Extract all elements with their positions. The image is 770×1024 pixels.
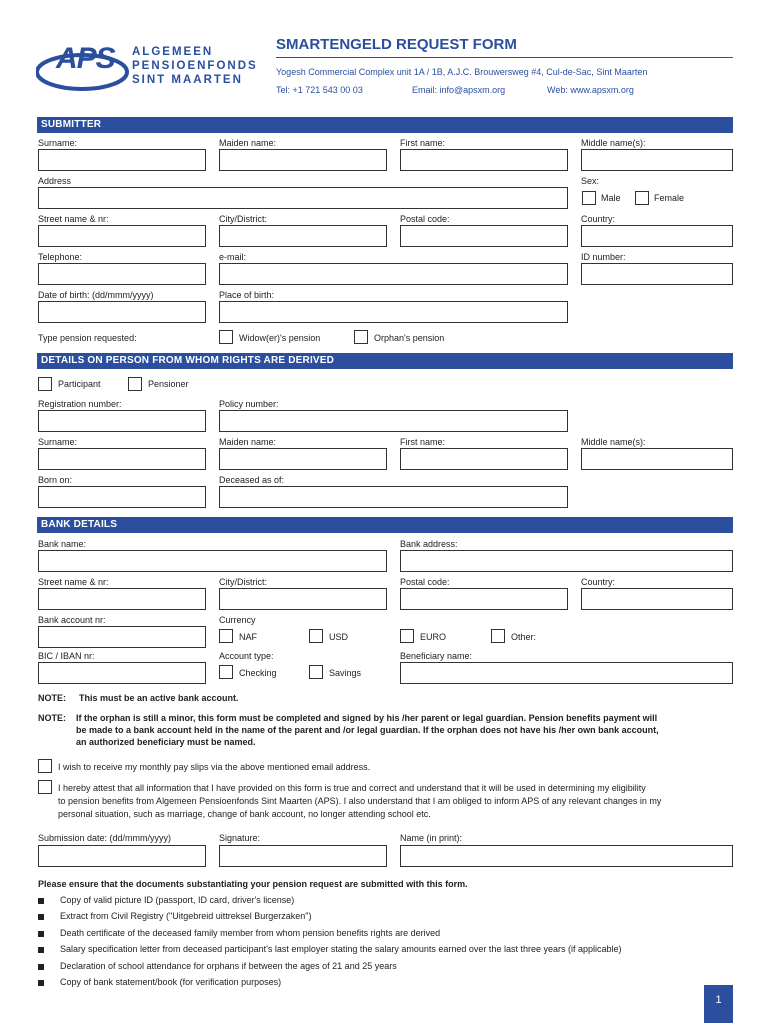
submitter-postal-label: Postal code: bbox=[400, 214, 450, 224]
sex-female-checkbox[interactable] bbox=[635, 191, 649, 205]
name-print-label: Name (in print): bbox=[400, 833, 463, 843]
attest-checkbox[interactable] bbox=[38, 780, 52, 794]
form-title: SMARTENGELD REQUEST FORM bbox=[276, 36, 517, 53]
title-rule bbox=[276, 57, 733, 58]
account-type-label: Account type: bbox=[219, 651, 274, 661]
submitter-middle-label: Middle name(s): bbox=[581, 138, 646, 148]
document-item: Declaration of school attendance for orphans if between the ages of 21 and 25 years bbox=[60, 961, 397, 971]
orphan-pension-label: Orphan's pension bbox=[374, 333, 445, 343]
logo-line-2: PENSIOENFONDS bbox=[132, 60, 258, 72]
bullet-icon bbox=[38, 947, 44, 953]
account-nr-input[interactable] bbox=[38, 626, 206, 648]
bic-iban-label: BIC / IBAN nr: bbox=[38, 651, 95, 661]
orphan-pension-checkbox[interactable] bbox=[354, 330, 368, 344]
logo-mark: APS bbox=[56, 42, 115, 75]
deceased-surname-input[interactable] bbox=[38, 448, 206, 470]
submitter-country-label: Country: bbox=[581, 214, 616, 224]
submitter-heading: SUBMITTER bbox=[37, 117, 733, 133]
note-2-line-1: If the orphan is still a minor, this form must be completed and signed by his /her parent or legal guardian. Pension benefits payment will bbox=[76, 713, 658, 723]
deceased-as-of-label: Deceased as of: bbox=[219, 475, 285, 485]
submission-date-label: Submission date: (dd/mmm/yyyy) bbox=[38, 833, 172, 843]
submitter-first-label: First name: bbox=[400, 138, 446, 148]
currency-other-checkbox[interactable] bbox=[491, 629, 505, 643]
bullet-icon bbox=[38, 898, 44, 904]
deceased-middle-label: Middle name(s): bbox=[581, 437, 646, 447]
attest-line-1: I hereby attest that all information that I have provided on this form is true and correct and understand that it will be used in determining my eligibility bbox=[58, 783, 646, 793]
note-1-text: This must be an active bank account. bbox=[79, 693, 239, 703]
bank-city-input[interactable] bbox=[219, 588, 387, 610]
submitter-middle-input[interactable] bbox=[581, 149, 733, 171]
widow-pension-checkbox[interactable] bbox=[219, 330, 233, 344]
document-item: Salary specification letter from deceased participant's last employer stating the salary amounts earned over the last three years (if applicable) bbox=[60, 944, 622, 954]
currency-naf-checkbox[interactable] bbox=[219, 629, 233, 643]
submitter-id-label: ID number: bbox=[581, 252, 626, 262]
signature-label: Signature: bbox=[219, 833, 261, 843]
bic-iban-input[interactable] bbox=[38, 662, 206, 684]
submitter-dob-input[interactable] bbox=[38, 301, 206, 323]
submitter-sex-label: Sex: bbox=[581, 176, 600, 186]
deceased-surname-label: Surname: bbox=[38, 437, 78, 447]
account-nr-label: Bank account nr: bbox=[38, 615, 106, 625]
attest-line-3: personal situation, such as marriage, change of bank account, no longer attending school etc. bbox=[58, 809, 431, 819]
registration-label: Registration number: bbox=[38, 399, 122, 409]
deceased-maiden-input[interactable] bbox=[219, 448, 387, 470]
account-checking-label: Checking bbox=[239, 668, 277, 678]
born-on-label: Born on: bbox=[38, 475, 73, 485]
currency-other-label: Other: bbox=[511, 632, 537, 642]
currency-usd-label: USD bbox=[329, 632, 349, 642]
deceased-heading: DETAILS ON PERSON FROM WHOM RIGHTS ARE DERIVED bbox=[37, 353, 733, 369]
attest-line-2: to pension benefits from Algemeen Pensioenfonds Sint Maarten (APS). I also understand that I am obliged to inform APS of any relevant changes in my bbox=[58, 796, 662, 806]
header-address: Yogesh Commercial Complex unit 1A / 1B, A.J.C. Brouwersweg #4, Cul-de-Sac, Sint Maarten bbox=[276, 67, 648, 77]
deceased-middle-input[interactable] bbox=[581, 448, 733, 470]
signature-input[interactable] bbox=[219, 845, 387, 867]
deceased-as-of-input[interactable] bbox=[219, 486, 568, 508]
submitter-first-input[interactable] bbox=[400, 149, 568, 171]
registration-input[interactable] bbox=[38, 410, 206, 432]
submitter-address-input[interactable] bbox=[38, 187, 568, 209]
pension-type-label: Type pension requested: bbox=[38, 333, 137, 343]
bullet-icon bbox=[38, 980, 44, 986]
submitter-dob-label: Date of birth: (dd/mmm/yyyy) bbox=[38, 290, 154, 300]
bank-street-input[interactable] bbox=[38, 588, 206, 610]
sex-male-label: Male bbox=[601, 193, 621, 203]
participant-checkbox[interactable] bbox=[38, 377, 52, 391]
currency-naf-label: NAF bbox=[239, 632, 257, 642]
payslips-email-checkbox[interactable] bbox=[38, 759, 52, 773]
bullet-icon bbox=[38, 964, 44, 970]
bank-city-label: City/District: bbox=[219, 577, 267, 587]
born-on-input[interactable] bbox=[38, 486, 206, 508]
currency-usd-checkbox[interactable] bbox=[309, 629, 323, 643]
sex-female-label: Female bbox=[654, 193, 685, 203]
pensioner-label: Pensioner bbox=[148, 379, 189, 389]
deceased-maiden-label: Maiden name: bbox=[219, 437, 277, 447]
submitter-pob-label: Place of birth: bbox=[219, 290, 275, 300]
bank-postal-input[interactable] bbox=[400, 588, 568, 610]
bank-address-input[interactable] bbox=[400, 550, 733, 572]
participant-label: Participant bbox=[58, 379, 101, 389]
currency-euro-label: EURO bbox=[420, 632, 447, 642]
payslips-email-text: I wish to receive my monthly pay slips via the above mentioned email address. bbox=[58, 762, 371, 772]
account-savings-checkbox[interactable] bbox=[309, 665, 323, 679]
beneficiary-label: Beneficiary name: bbox=[400, 651, 473, 661]
header-email[interactable]: Email: info@apsxm.org bbox=[412, 85, 506, 95]
submitter-pob-input[interactable] bbox=[219, 301, 568, 323]
documents-intro: Please ensure that the documents substantiating your pension request are submitted with this form. bbox=[38, 879, 468, 889]
submitter-email-label: e-mail: bbox=[219, 252, 247, 262]
aps-logo bbox=[36, 38, 256, 94]
document-item: Copy of valid picture ID (passport, ID card, driver's license) bbox=[60, 895, 295, 905]
policy-label: Policy number: bbox=[219, 399, 279, 409]
sex-male-checkbox[interactable] bbox=[582, 191, 596, 205]
bank-street-label: Street name & nr: bbox=[38, 577, 109, 587]
currency-euro-checkbox[interactable] bbox=[400, 629, 414, 643]
bullet-icon bbox=[38, 914, 44, 920]
submitter-maiden-label: Maiden name: bbox=[219, 138, 277, 148]
submitter-id-input[interactable] bbox=[581, 263, 733, 285]
deceased-first-input[interactable] bbox=[400, 448, 568, 470]
submitter-email-input[interactable] bbox=[219, 263, 568, 285]
note-2-label: NOTE: bbox=[38, 713, 66, 723]
bank-country-input[interactable] bbox=[581, 588, 733, 610]
bank-name-label: Bank name: bbox=[38, 539, 87, 549]
account-savings-label: Savings bbox=[329, 668, 362, 678]
bank-name-input[interactable] bbox=[38, 550, 387, 572]
page-number: 1 bbox=[704, 985, 733, 1023]
submitter-telephone-label: Telephone: bbox=[38, 252, 83, 262]
policy-input[interactable] bbox=[219, 410, 568, 432]
name-print-input[interactable] bbox=[400, 845, 733, 867]
document-item: Extract from Civil Registry ("Uitgebreid uittreksel Burgerzaken") bbox=[60, 911, 312, 921]
logo-line-3: SINT MAARTEN bbox=[132, 74, 243, 86]
note-2-line-2: be made to a bank account held in the name of the parent and /or legal guardian. If the orphan does not have his /her own bank account, bbox=[76, 725, 659, 735]
submitter-surname-input[interactable] bbox=[38, 149, 206, 171]
submitter-address-label: Address bbox=[38, 176, 72, 186]
submitter-surname-label: Surname: bbox=[38, 138, 78, 148]
beneficiary-input[interactable] bbox=[400, 662, 733, 684]
bullet-icon bbox=[38, 931, 44, 937]
submitter-telephone-input[interactable] bbox=[38, 263, 206, 285]
widow-pension-label: Widow(er)'s pension bbox=[239, 333, 321, 343]
submitter-maiden-input[interactable] bbox=[219, 149, 387, 171]
submitter-postal-input[interactable] bbox=[400, 225, 568, 247]
note-2-line-3: an authorized beneficiary must be named. bbox=[76, 737, 256, 747]
document-item: Death certificate of the deceased family member from whom pension benefits rights are derived bbox=[60, 928, 441, 938]
submission-date-input[interactable] bbox=[38, 845, 206, 867]
document-item: Copy of bank statement/book (for verification purposes) bbox=[60, 977, 282, 987]
deceased-first-label: First name: bbox=[400, 437, 446, 447]
logo-line-1: ALGEMEEN bbox=[132, 46, 214, 58]
submitter-street-input[interactable] bbox=[38, 225, 206, 247]
bank-postal-label: Postal code: bbox=[400, 577, 450, 587]
account-checking-checkbox[interactable] bbox=[219, 665, 233, 679]
bank-country-label: Country: bbox=[581, 577, 616, 587]
submitter-country-input[interactable] bbox=[581, 225, 733, 247]
bank-heading: BANK DETAILS bbox=[37, 517, 733, 533]
header-web[interactable]: Web: www.apsxm.org bbox=[547, 85, 634, 95]
submitter-city-input[interactable] bbox=[219, 225, 387, 247]
submitter-city-label: City/District: bbox=[219, 214, 267, 224]
bank-address-label: Bank address: bbox=[400, 539, 458, 549]
pensioner-checkbox[interactable] bbox=[128, 377, 142, 391]
currency-label: Currency bbox=[219, 615, 256, 625]
submitter-street-label: Street name & nr: bbox=[38, 214, 109, 224]
header-tel: Tel: +1 721 543 00 03 bbox=[276, 85, 363, 95]
note-1-label: NOTE: bbox=[38, 693, 66, 703]
